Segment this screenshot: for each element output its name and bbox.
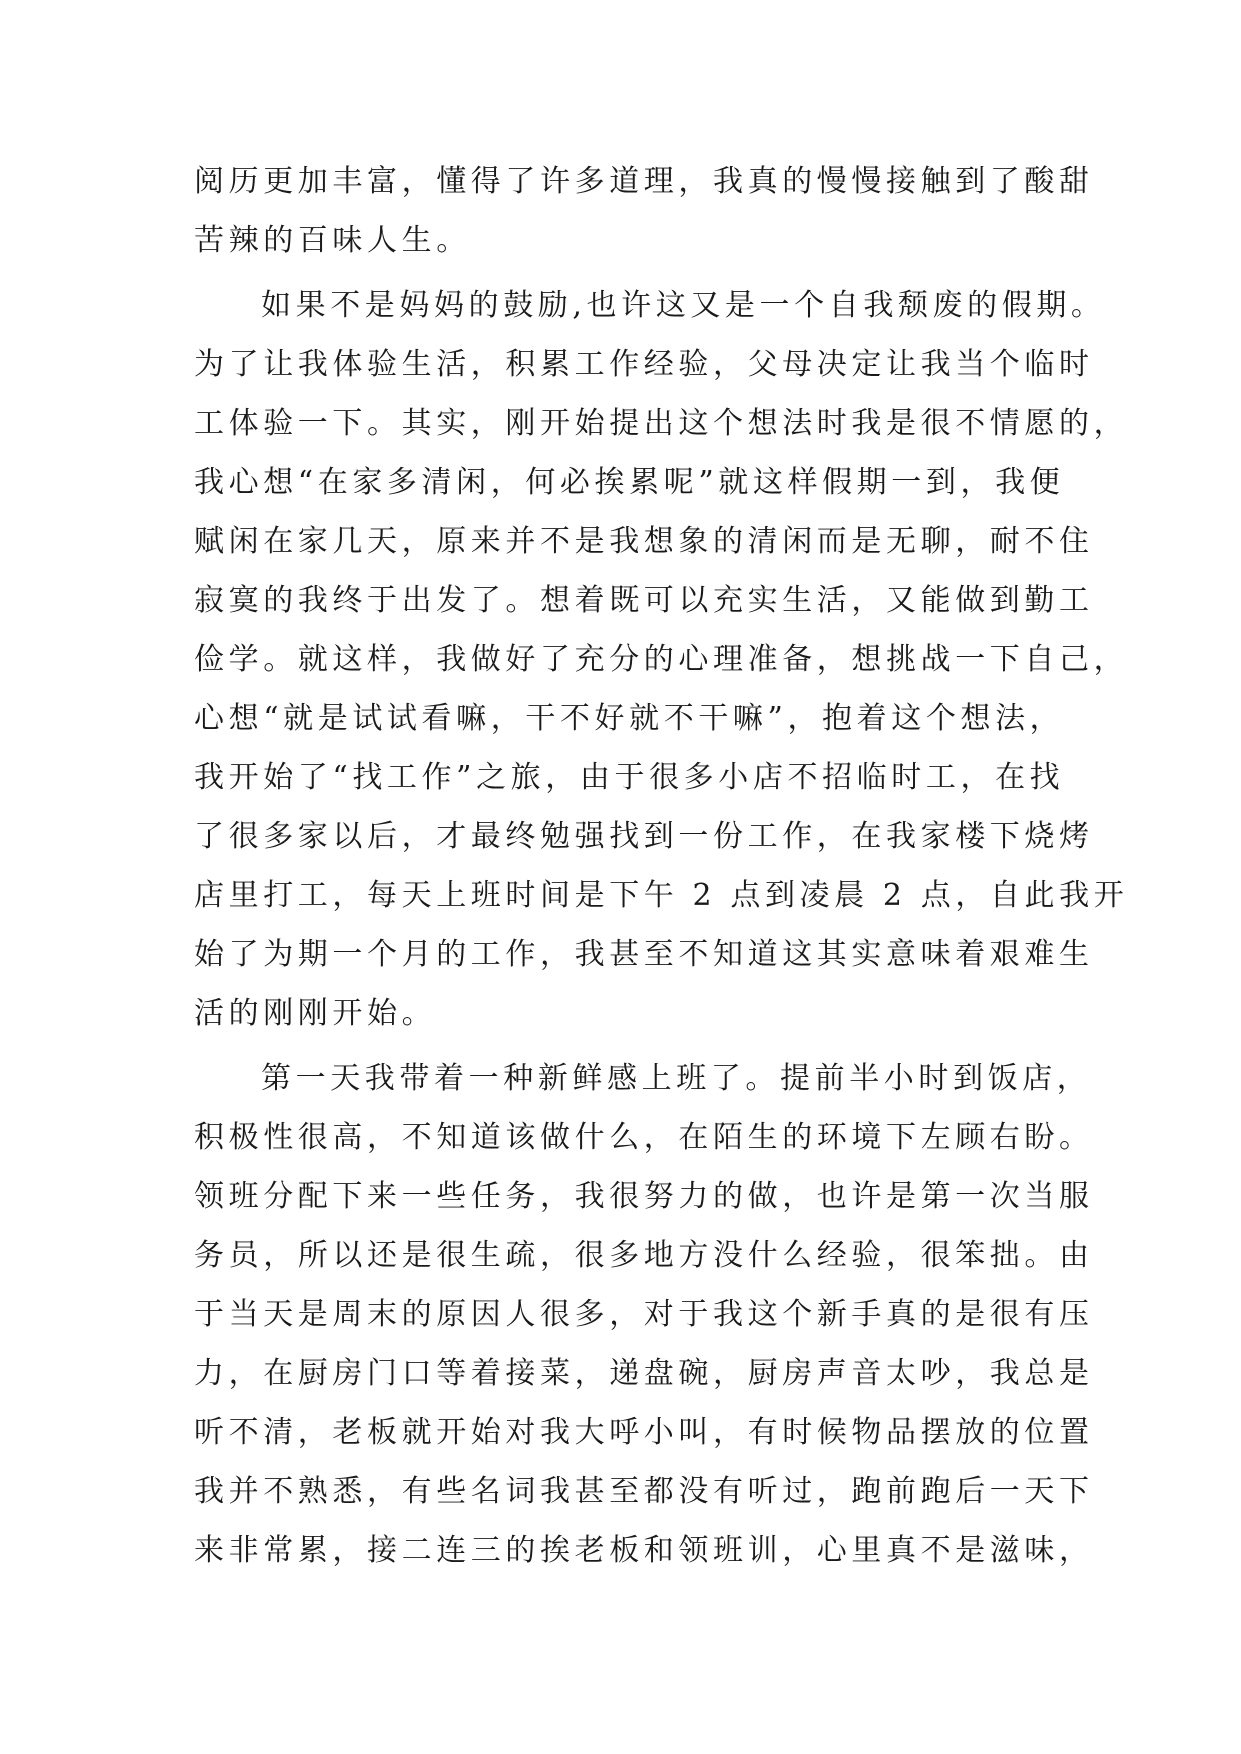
text-line: 苦辣的百味人生。 <box>194 223 471 258</box>
paragraph-first-line: 第一天我带着一种新鲜感上班了。提前半小时到饭店， <box>261 1061 1092 1096</box>
text-line: 务员，所以还是很生疏，很多地方没什么经验，很笨拙。由 <box>194 1238 1094 1273</box>
text-line: 始了为期一个月的工作，我甚至不知道这其实意味着艰难生 <box>194 937 1094 972</box>
text-line: 了很多家以后，才最终勉强找到一份工作，在我家楼下烧烤 <box>194 819 1094 854</box>
text-line: 于当天是周末的原因人很多，对于我这个新手真的是很有压 <box>194 1297 1094 1332</box>
text-line: 寂寞的我终于出发了。想着既可以充实生活，又能做到勤工 <box>194 583 1094 618</box>
text-line: 心想“就是试试看嘛，干不好就不干嘛”，抱着这个想法， <box>194 701 1065 736</box>
text-line: 我开始了“找工作”之旅，由于很多小店不招临时工，在找 <box>194 760 1065 795</box>
text-line: 工体验一下。其实，刚开始提出这个想法时我是很不情愿的， <box>194 406 1129 441</box>
paragraph-first-line: 如果不是妈妈的鼓励,也许这又是一个自我颓废的假期。 <box>261 288 1106 323</box>
text-line: 来非常累，接二连三的挨老板和领班训，心里真不是滋味， <box>194 1533 1094 1568</box>
text-line: 领班分配下来一些任务，我很努力的做，也许是第一次当服 <box>194 1179 1094 1214</box>
text-line: 赋闲在家几天，原来并不是我想象的清闲而是无聊，耐不住 <box>194 524 1094 559</box>
text-line: 店里打工，每天上班时间是下午 2 点到凌晨 2 点，自此我开 <box>194 878 1129 913</box>
text-line: 活的刚刚开始。 <box>194 996 437 1031</box>
text-line: 力，在厨房门口等着接菜，递盘碗，厨房声音太吵，我总是 <box>194 1356 1094 1391</box>
text-line: 俭学。就这样，我做好了充分的心理准备，想挑战一下自己， <box>194 642 1129 677</box>
text-line: 积极性很高，不知道该做什么，在陌生的环境下左顾右盼。 <box>194 1120 1094 1155</box>
body-text <box>194 152 1129 1580</box>
text-line: 我并不熟悉，有些名词我甚至都没有听过，跑前跑后一天下 <box>194 1474 1094 1509</box>
text-line: 为了让我体验生活，积累工作经验，父母决定让我当个临时 <box>194 347 1094 382</box>
text-line: 阅历更加丰富，懂得了许多道理，我真的慢慢接触到了酸甜 <box>194 164 1094 199</box>
text-line: 我心想“在家多清闲，何必挨累呢”就这样假期一到，我便 <box>194 465 1065 500</box>
text-line: 听不清，老板就开始对我大呼小叫，有时候物品摆放的位置 <box>194 1415 1094 1450</box>
